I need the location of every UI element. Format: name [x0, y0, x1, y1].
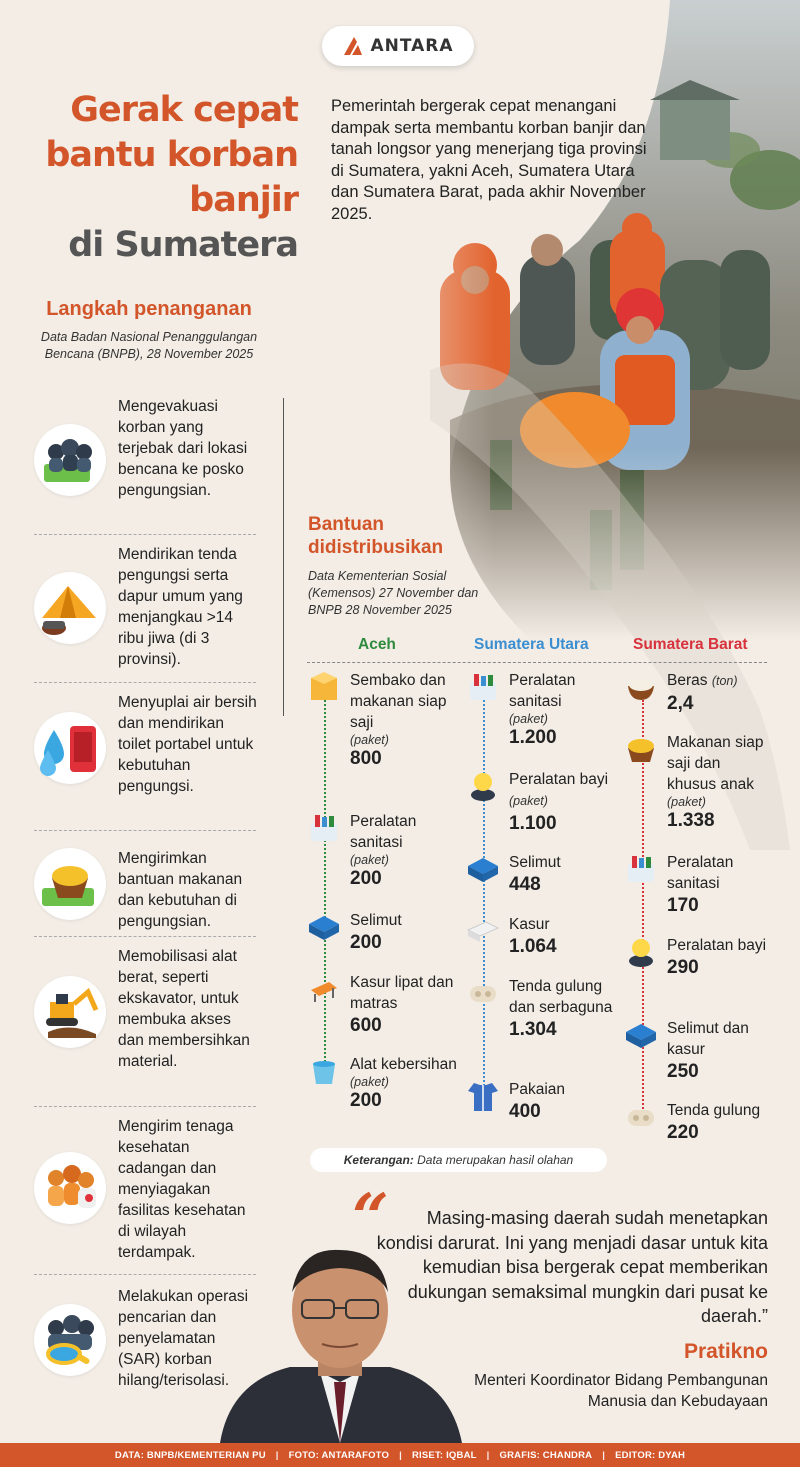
search-rescue-icon: [34, 1304, 106, 1376]
aid-item-value: 1.304: [509, 1019, 557, 1040]
footer-foto: FOTO: ANTARAFOTO: [288, 1449, 390, 1461]
column-title-sumbar: Sumatera Barat: [633, 636, 748, 653]
sanitation-kit-icon: [307, 811, 341, 845]
aid-item-value: 1.338: [667, 810, 715, 831]
aid-item-aceh: [350, 1054, 460, 1113]
aid-item-value: 800: [350, 748, 382, 769]
aid-item-name: Makanan siap saji dan khusus anak: [667, 734, 764, 793]
aid-item-name: Tenda gulung dan serbaguna: [509, 978, 613, 1016]
aid-header: [308, 513, 498, 619]
blanket-icon: [466, 852, 500, 886]
footer-separator: |: [399, 1449, 402, 1461]
column-title-sumut: Sumatera Utara: [474, 636, 589, 653]
aid-item-unit: (ton): [711, 674, 738, 688]
cleaning-bucket-icon: [307, 1054, 341, 1088]
aid-item-unit: (paket): [350, 1075, 389, 1089]
tarp-roll-icon: [624, 1100, 658, 1134]
aid-item-value: 250: [667, 1061, 699, 1082]
footer-separator: |: [275, 1449, 279, 1461]
aid-item-aceh: [350, 972, 460, 1038]
aid-item-unit: (paket): [509, 712, 548, 726]
aid-item-sumbar: [667, 1100, 767, 1145]
footer-separator: |: [486, 1449, 490, 1461]
aid-item-name: [509, 769, 619, 812]
quote-speaker: Pratikno: [683, 1340, 768, 1363]
data-note: [310, 1148, 607, 1172]
aid-item-name: Pakaian: [509, 1081, 566, 1098]
aid-item-aceh: [350, 910, 460, 955]
water-toilet-icon: [34, 712, 106, 784]
food-aid-icon: [34, 848, 106, 920]
footer-data: DATA: BNPB/KEMENTERIAN PU: [114, 1449, 266, 1461]
folding-bed-icon: [307, 972, 341, 1006]
aid-item-name: Peralatan sanitasi: [667, 854, 734, 892]
title-line-1: Gerak cepat: [70, 90, 298, 130]
blanket-icon: [624, 1018, 658, 1052]
step-text: Mengirim tenaga kesehatan cadangan dan menyiagakan fasilitas kesehatan di wilayah terdampak.: [118, 1118, 246, 1261]
page-title: [30, 88, 298, 268]
aid-item-sumut: [509, 914, 619, 959]
aid-item-value: 600: [350, 1015, 382, 1036]
step-text: Melakukan operasi pencarian dan penyelamatan (SAR) korban hilang/terisolasi.: [118, 1288, 249, 1389]
footer-grafis: GRAFIS: CHANDRA: [499, 1449, 593, 1461]
aid-item-value: 2,4: [667, 693, 694, 714]
aid-item-aceh: [350, 670, 460, 771]
divider-vertical: [283, 398, 284, 716]
antara-logo: [322, 26, 474, 66]
aid-item-name-text: Beras: [667, 672, 708, 689]
aid-item-name: [667, 670, 767, 692]
baby-kit-icon: [624, 935, 658, 969]
steps-heading: Langkah penanganan: [46, 298, 252, 320]
quote-text: Masing-masing daerah sudah menetapkan kondisi darurat. Ini yang menjadi dasar untuk kita kemudian bisa bergerak cepat memberikan dukungan semaksimal mungkin dari pusat ke daerah.”: [376, 1208, 768, 1326]
baby-kit-icon: [466, 769, 500, 803]
sanitation-kit-icon: [466, 670, 500, 704]
step-text: Menyuplai air bersih dan mendirikan toilet portabel untuk kebutuhan pengungsi.: [118, 694, 257, 795]
aid-item-name: Kasur lipat dan matras: [350, 974, 454, 1012]
step-divider: [34, 534, 256, 535]
step-divider: [34, 936, 256, 937]
aid-item-name-text: Peralatan bayi: [509, 771, 609, 788]
aid-item-value: 400: [509, 1101, 541, 1122]
aid-item-name: Selimut: [350, 912, 402, 929]
aid-item-unit: (paket): [350, 733, 389, 747]
sanitation-kit-icon: [624, 852, 658, 886]
aid-item-value: 290: [667, 957, 699, 978]
aid-item-unit: (paket): [667, 795, 706, 809]
food-basket-icon: [624, 732, 658, 766]
aid-item-sumbar: [667, 732, 767, 833]
aid-item-name: Tenda gulung: [667, 1102, 761, 1119]
aceh-dotted-line: [324, 700, 326, 1070]
footer-credits: [0, 1443, 800, 1467]
aid-item-name: Selimut: [509, 854, 561, 871]
footer-editor: EDITOR: DYAH: [615, 1449, 686, 1461]
intro-paragraph: Pemerintah bergerak cepat menangani dampak serta membantu korban banjir dan tanah longsor yang menerjang tiga provinsi di Sumatera, yakni Aceh, Sumatera Utara dan Sumatera Barat, pada akhir November 2025.: [331, 97, 647, 223]
aid-item-name: Kasur: [509, 916, 550, 933]
aid-item-name: Peralatan sanitasi: [509, 672, 576, 710]
aid-heading-line-1: Bantuan: [308, 514, 384, 535]
aid-item-sumbar: [667, 935, 767, 980]
step-text: Mendirikan tenda pengungsi serta dapur umum yang menjangkau >14 ribu jiwa (di 3 provinsi).: [118, 546, 243, 668]
aid-item-sumbar: [667, 670, 767, 716]
aid-item-sumut: [509, 1079, 619, 1124]
aid-item-sumbar: [667, 1018, 767, 1084]
steps-source: Data Badan Nasional Penanggulangan Bencana (BNPB), 28 November 2025: [40, 330, 258, 361]
quote-speaker-role: Menteri Koordinator Bidang Pembangunan Manusia dan Kebudayaan: [474, 1372, 768, 1410]
food-box-icon: [307, 670, 341, 704]
steps-header: [20, 298, 278, 363]
aid-heading: [308, 513, 498, 559]
mattress-icon: [466, 914, 500, 948]
aid-item-name: Peralatan bayi: [667, 937, 767, 954]
quote-mark-icon: “: [352, 1180, 389, 1255]
aid-item-name: Sembako dan makanan siap saji: [350, 672, 447, 731]
step-divider: [34, 830, 256, 831]
aid-item-value: 448: [509, 874, 541, 895]
step-text: Mengirimkan bantuan makanan dan kebutuhan di pengungsian.: [118, 850, 243, 930]
column-title-aceh: Aceh: [358, 636, 396, 653]
aid-source: Data Kementerian Sosial (Kemensos) 27 November dan BNPB 28 November 2025: [308, 569, 479, 617]
aid-item-name: Peralatan sanitasi: [350, 813, 417, 851]
aid-item-value: 200: [350, 868, 382, 889]
aid-item-name: Selimut dan kasur: [667, 1020, 749, 1058]
aid-item-sumut: [509, 852, 619, 897]
antara-logo-icon: [342, 35, 364, 57]
aid-item-value: 200: [350, 1090, 382, 1111]
aid-item-unit: (paket): [509, 794, 548, 808]
title-line-3: banjir: [189, 180, 298, 220]
aid-item-sumut: [509, 769, 619, 836]
aid-item-value: 1.200: [509, 727, 557, 748]
aid-item-name: Alat kebersihan: [350, 1056, 457, 1073]
excavator-icon: [34, 976, 106, 1048]
data-note-label: Keterangan:: [343, 1153, 414, 1167]
step-text: Mengevakuasi korban yang terjebak dari lokasi bencana ke posko pengungsian.: [118, 398, 248, 499]
aid-item-sumbar: [667, 852, 767, 918]
aid-heading-line-2: didistribusikan: [308, 537, 444, 558]
footer-riset: RISET: IQBAL: [411, 1449, 477, 1461]
data-note-text: Data merupakan hasil olahan: [417, 1153, 574, 1167]
column-header-divider: [307, 662, 767, 663]
aid-item-value: 220: [667, 1122, 699, 1143]
speaker-portrait: [210, 1232, 472, 1443]
step-divider: [34, 1106, 256, 1107]
aid-item-sumut: [509, 670, 619, 750]
evacuation-icon: [34, 424, 106, 496]
aid-item-value: 200: [350, 932, 382, 953]
tent-icon: [34, 572, 106, 644]
title-line-2: bantu korban: [45, 135, 298, 175]
aid-item-aceh: [350, 811, 460, 891]
medical-staff-icon: [34, 1152, 106, 1224]
footer-separator: |: [602, 1449, 606, 1461]
antara-logo-text: ANTARA: [370, 36, 454, 56]
step-divider: [34, 682, 256, 683]
title-line-4: di Sumatera: [68, 225, 298, 265]
step-text: Memobilisasi alat berat, seperti ekskavator, untuk membuka akses dan membersihkan material.: [118, 948, 250, 1070]
blanket-icon: [307, 910, 341, 944]
clothing-icon: [466, 1079, 500, 1113]
sumut-dotted-line: [483, 700, 485, 1090]
aid-item-sumut: [509, 976, 619, 1042]
tarp-roll-icon: [466, 976, 500, 1010]
aid-item-value: 170: [667, 895, 699, 916]
aid-item-value: 1.100: [509, 813, 557, 834]
aid-item-value: 1.064: [509, 936, 557, 957]
aid-item-unit: (paket): [350, 853, 389, 867]
rice-bowl-icon: [624, 670, 658, 704]
